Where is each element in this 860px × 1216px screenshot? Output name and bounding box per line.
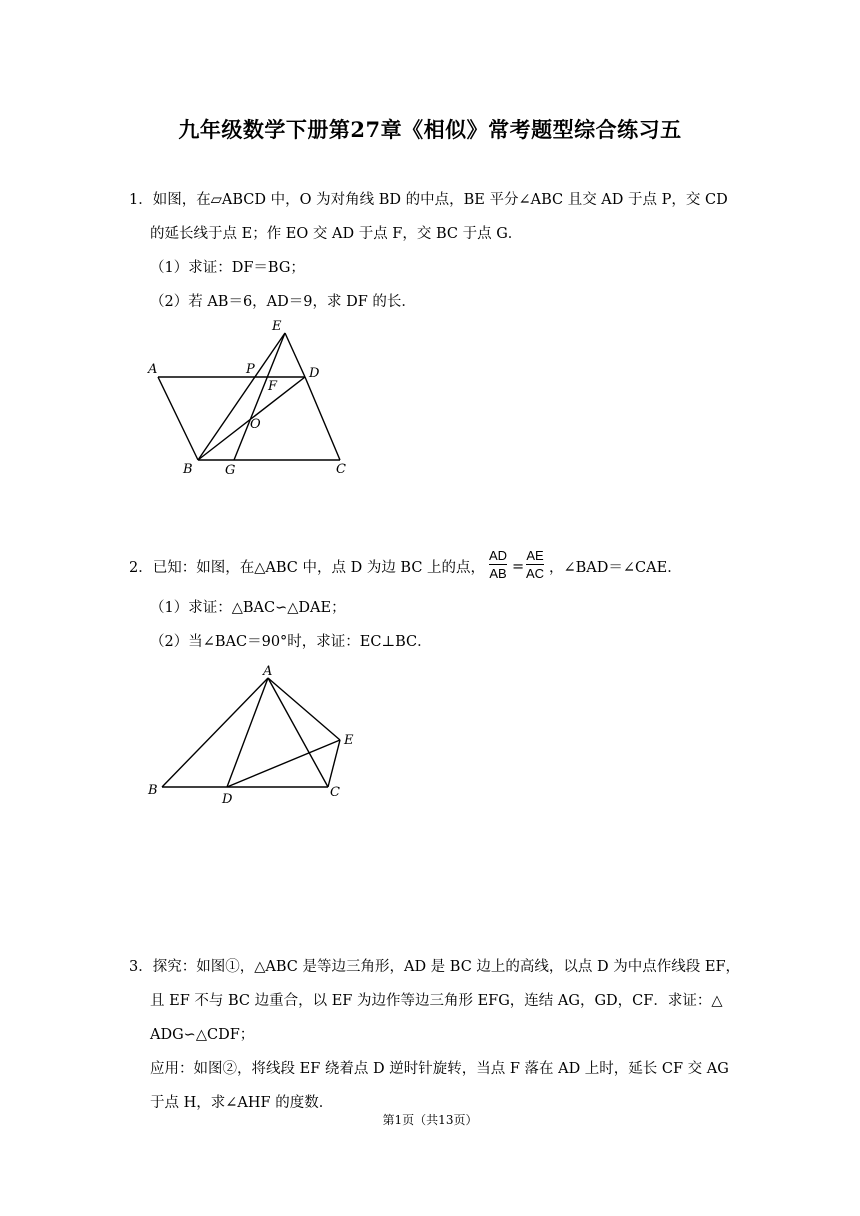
q2-frac2-denominator: AC [526, 566, 545, 581]
q2-label-d: D [222, 792, 233, 807]
fraction-bar [526, 564, 544, 565]
q2-label-a: A [263, 664, 273, 679]
q2-label-c: C [330, 785, 340, 800]
q1-part2: （2）若 AB＝6，AD＝9，求 DF 的长． [150, 294, 416, 310]
page-title: 九年级数学下册第27章《相似》常考题型综合练习五 [178, 117, 682, 142]
q2-line1-end: ，∠BAD＝∠CAE． [549, 560, 682, 576]
q2-frac2-numerator: AE [526, 548, 544, 563]
q2-fraction-ae-ac [526, 548, 544, 581]
q1-label-p: P [246, 362, 255, 377]
q1-label-b: B [183, 462, 193, 477]
q2-line1: 2．已知：如图，在△ABC 中，点 D 为边 BC 上的点， [129, 560, 486, 576]
q2-label-e: E [344, 733, 354, 748]
q3-line2: 且 EF 不与 BC 边重合，以 EF 为边作等边三角形 EFG，连结 AG，GD，CF．求证：△ [150, 993, 723, 1009]
q2-part2: （2）当∠BAC＝90°时，求证：EC⊥BC． [150, 634, 432, 650]
q3-line5: 于点 H，求∠AHF 的度数． [150, 1095, 334, 1111]
page-footer: 第1页（共13页） [382, 1113, 478, 1127]
q1-part1: （1）求证：DF＝BG； [150, 260, 305, 276]
q1-label-o: O [250, 417, 261, 432]
q2-fraction-ad-ab [489, 548, 507, 581]
q2-label-b: B [148, 783, 158, 798]
q2-frac1-numerator: AD [489, 548, 508, 563]
fraction-bar [489, 564, 507, 565]
q2-part1: （1）求证：△BAC∽△DAE； [150, 600, 346, 616]
q2-figure [140, 660, 380, 810]
q2-equals: = [512, 559, 525, 575]
q3-line3: ADG∽△CDF； [150, 1027, 255, 1043]
q3-line4: 应用：如图②，将线段 EF 绕着点 D 逆时针旋转，当点 F 落在 AD 上时，延长 CF 交 AG [150, 1061, 729, 1077]
q1-line2: 的延长线于点 E；作 EO 交 AD 于点 F，交 BC 于点 G． [150, 226, 523, 242]
q3-line1: 3．探究：如图①，△ABC 是等边三角形，AD 是 BC 边上的高线，以点 D 为中点作线段 EF， [129, 959, 741, 975]
q1-label-e: E [272, 319, 282, 334]
q1-label-f: F [268, 379, 278, 394]
q1-label-a: A [148, 362, 158, 377]
q2-frac1-denominator: AB [489, 566, 507, 581]
q1-label-c: C [336, 462, 346, 477]
q1-figure [140, 315, 380, 480]
q1-line1: 1．如图，在▱ABCD 中，O 为对角线 BD 的中点，BE 平分∠ABC 且交 AD 于点 P，交 CD [129, 192, 728, 208]
q1-label-d: D [309, 366, 320, 381]
q1-label-g: G [225, 463, 236, 478]
